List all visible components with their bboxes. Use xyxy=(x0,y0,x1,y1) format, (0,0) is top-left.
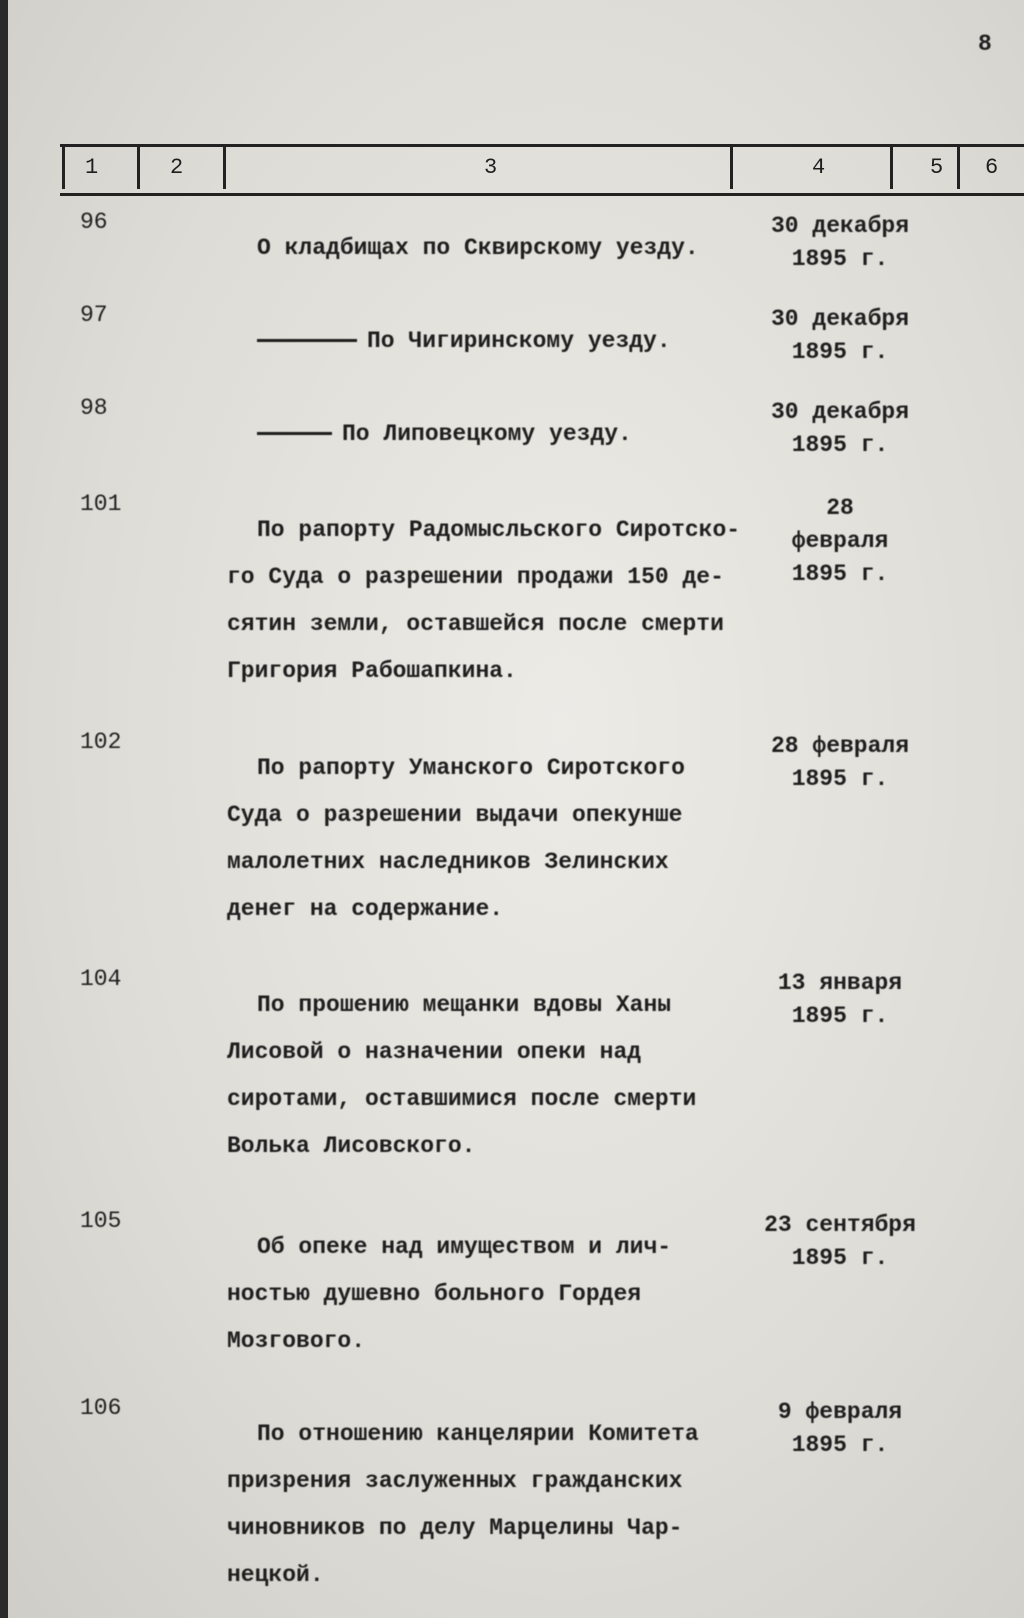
description-line: ностью душевно больного Гордея xyxy=(227,1281,642,1307)
record-date xyxy=(740,496,940,595)
record-number: 97 xyxy=(80,302,108,328)
description-line: призрения заслуженных гражданских xyxy=(227,1468,683,1494)
column-divider xyxy=(62,145,65,189)
record-date xyxy=(740,734,940,800)
date-line: 1895 г. xyxy=(791,1245,889,1271)
column-header-4: 4 xyxy=(812,155,826,180)
date-line: 1895 г. xyxy=(791,1432,889,1458)
date-line: 1895 г. xyxy=(791,1003,889,1029)
date-line: 1895 г. xyxy=(791,561,889,587)
column-divider xyxy=(137,145,140,189)
description-line: По Чигиринскому уезду. xyxy=(367,328,671,354)
description-line: Лисовой о назначении опеки над xyxy=(227,1039,642,1065)
description-line: Григория Рабошапкина. xyxy=(227,658,517,684)
column-divider xyxy=(730,145,733,189)
record-description xyxy=(227,1235,787,1376)
column-header-1: 1 xyxy=(85,155,99,180)
table-header xyxy=(60,144,1024,196)
column-header-2: 2 xyxy=(170,155,184,180)
column-divider xyxy=(890,145,893,189)
record-number: 105 xyxy=(80,1208,122,1234)
date-line: 23 сентября xyxy=(764,1212,916,1238)
record-description xyxy=(227,518,787,706)
description-line: Волька Лисовского. xyxy=(227,1133,476,1159)
ditto-dash xyxy=(257,339,357,342)
date-line: 1895 г. xyxy=(791,766,889,792)
record-description xyxy=(227,329,787,376)
date-line: 1895 г. xyxy=(791,339,889,365)
description-line: сиротами, оставшимися после смерти xyxy=(227,1086,697,1112)
column-divider xyxy=(223,145,226,189)
record-description xyxy=(227,236,787,283)
date-line: 9 февраля xyxy=(777,1399,903,1425)
date-line: 1895 г. xyxy=(791,432,889,458)
record-number: 101 xyxy=(80,491,122,517)
date-line: 1895 г. xyxy=(791,246,889,272)
description-line: го Суда о разрешении продажи 150 де- xyxy=(227,564,724,590)
record-date xyxy=(740,307,940,373)
record-number: 104 xyxy=(80,966,122,992)
record-date xyxy=(740,971,940,1037)
description-line: Суда о разрешении выдачи опекунше xyxy=(227,802,683,828)
description-line: сятин земли, оставшейся после смерти xyxy=(227,611,724,637)
description-line: нецкой. xyxy=(227,1562,324,1588)
date-line: 13 января xyxy=(777,970,903,996)
record-date xyxy=(740,400,940,466)
record-description xyxy=(227,422,787,469)
description-line: По рапорту Радомысльского Сиротско- xyxy=(257,517,741,543)
date-line: 30 декабря xyxy=(770,306,910,332)
record-number: 106 xyxy=(80,1395,122,1421)
record-description xyxy=(227,993,787,1181)
date-line: 30 декабря xyxy=(770,213,910,239)
page-number: 8 xyxy=(978,31,992,57)
record-date xyxy=(740,1213,940,1279)
ditto-dash xyxy=(257,432,332,435)
date-line: 28 xyxy=(826,495,854,521)
record-description xyxy=(227,1422,787,1610)
description-line: чиновников по делу Марцелины Чар- xyxy=(227,1515,683,1541)
description-line: По прошению мещанки вдовы Ханы xyxy=(257,992,672,1018)
description-line: По Липовецкому уезду. xyxy=(342,421,632,447)
column-header-3: 3 xyxy=(484,155,498,180)
column-header-6: 6 xyxy=(985,155,999,180)
column-header-5: 5 xyxy=(930,155,944,180)
description-line: О кладбищах по Сквирскому уезду. xyxy=(257,235,699,261)
date-line: 28 февраля xyxy=(770,733,910,759)
description-line: Об опеке над имуществом и лич- xyxy=(257,1234,672,1260)
column-divider xyxy=(957,145,960,189)
date-line: февраля xyxy=(791,528,889,554)
description-line: малолетних наследников Зелинских xyxy=(227,849,669,875)
record-number: 98 xyxy=(80,395,108,421)
date-line: 30 декабря xyxy=(770,399,910,425)
record-date xyxy=(740,1400,940,1466)
description-line: денег на содержание. xyxy=(227,896,504,922)
record-number: 102 xyxy=(80,729,122,755)
description-line: По рапорту Уманского Сиротского xyxy=(257,755,685,781)
record-description xyxy=(227,756,787,944)
record-date xyxy=(740,214,940,280)
description-line: По отношению канцелярии Комитета xyxy=(257,1421,699,1447)
record-number: 96 xyxy=(80,209,108,235)
description-line: Мозгового. xyxy=(227,1328,366,1354)
